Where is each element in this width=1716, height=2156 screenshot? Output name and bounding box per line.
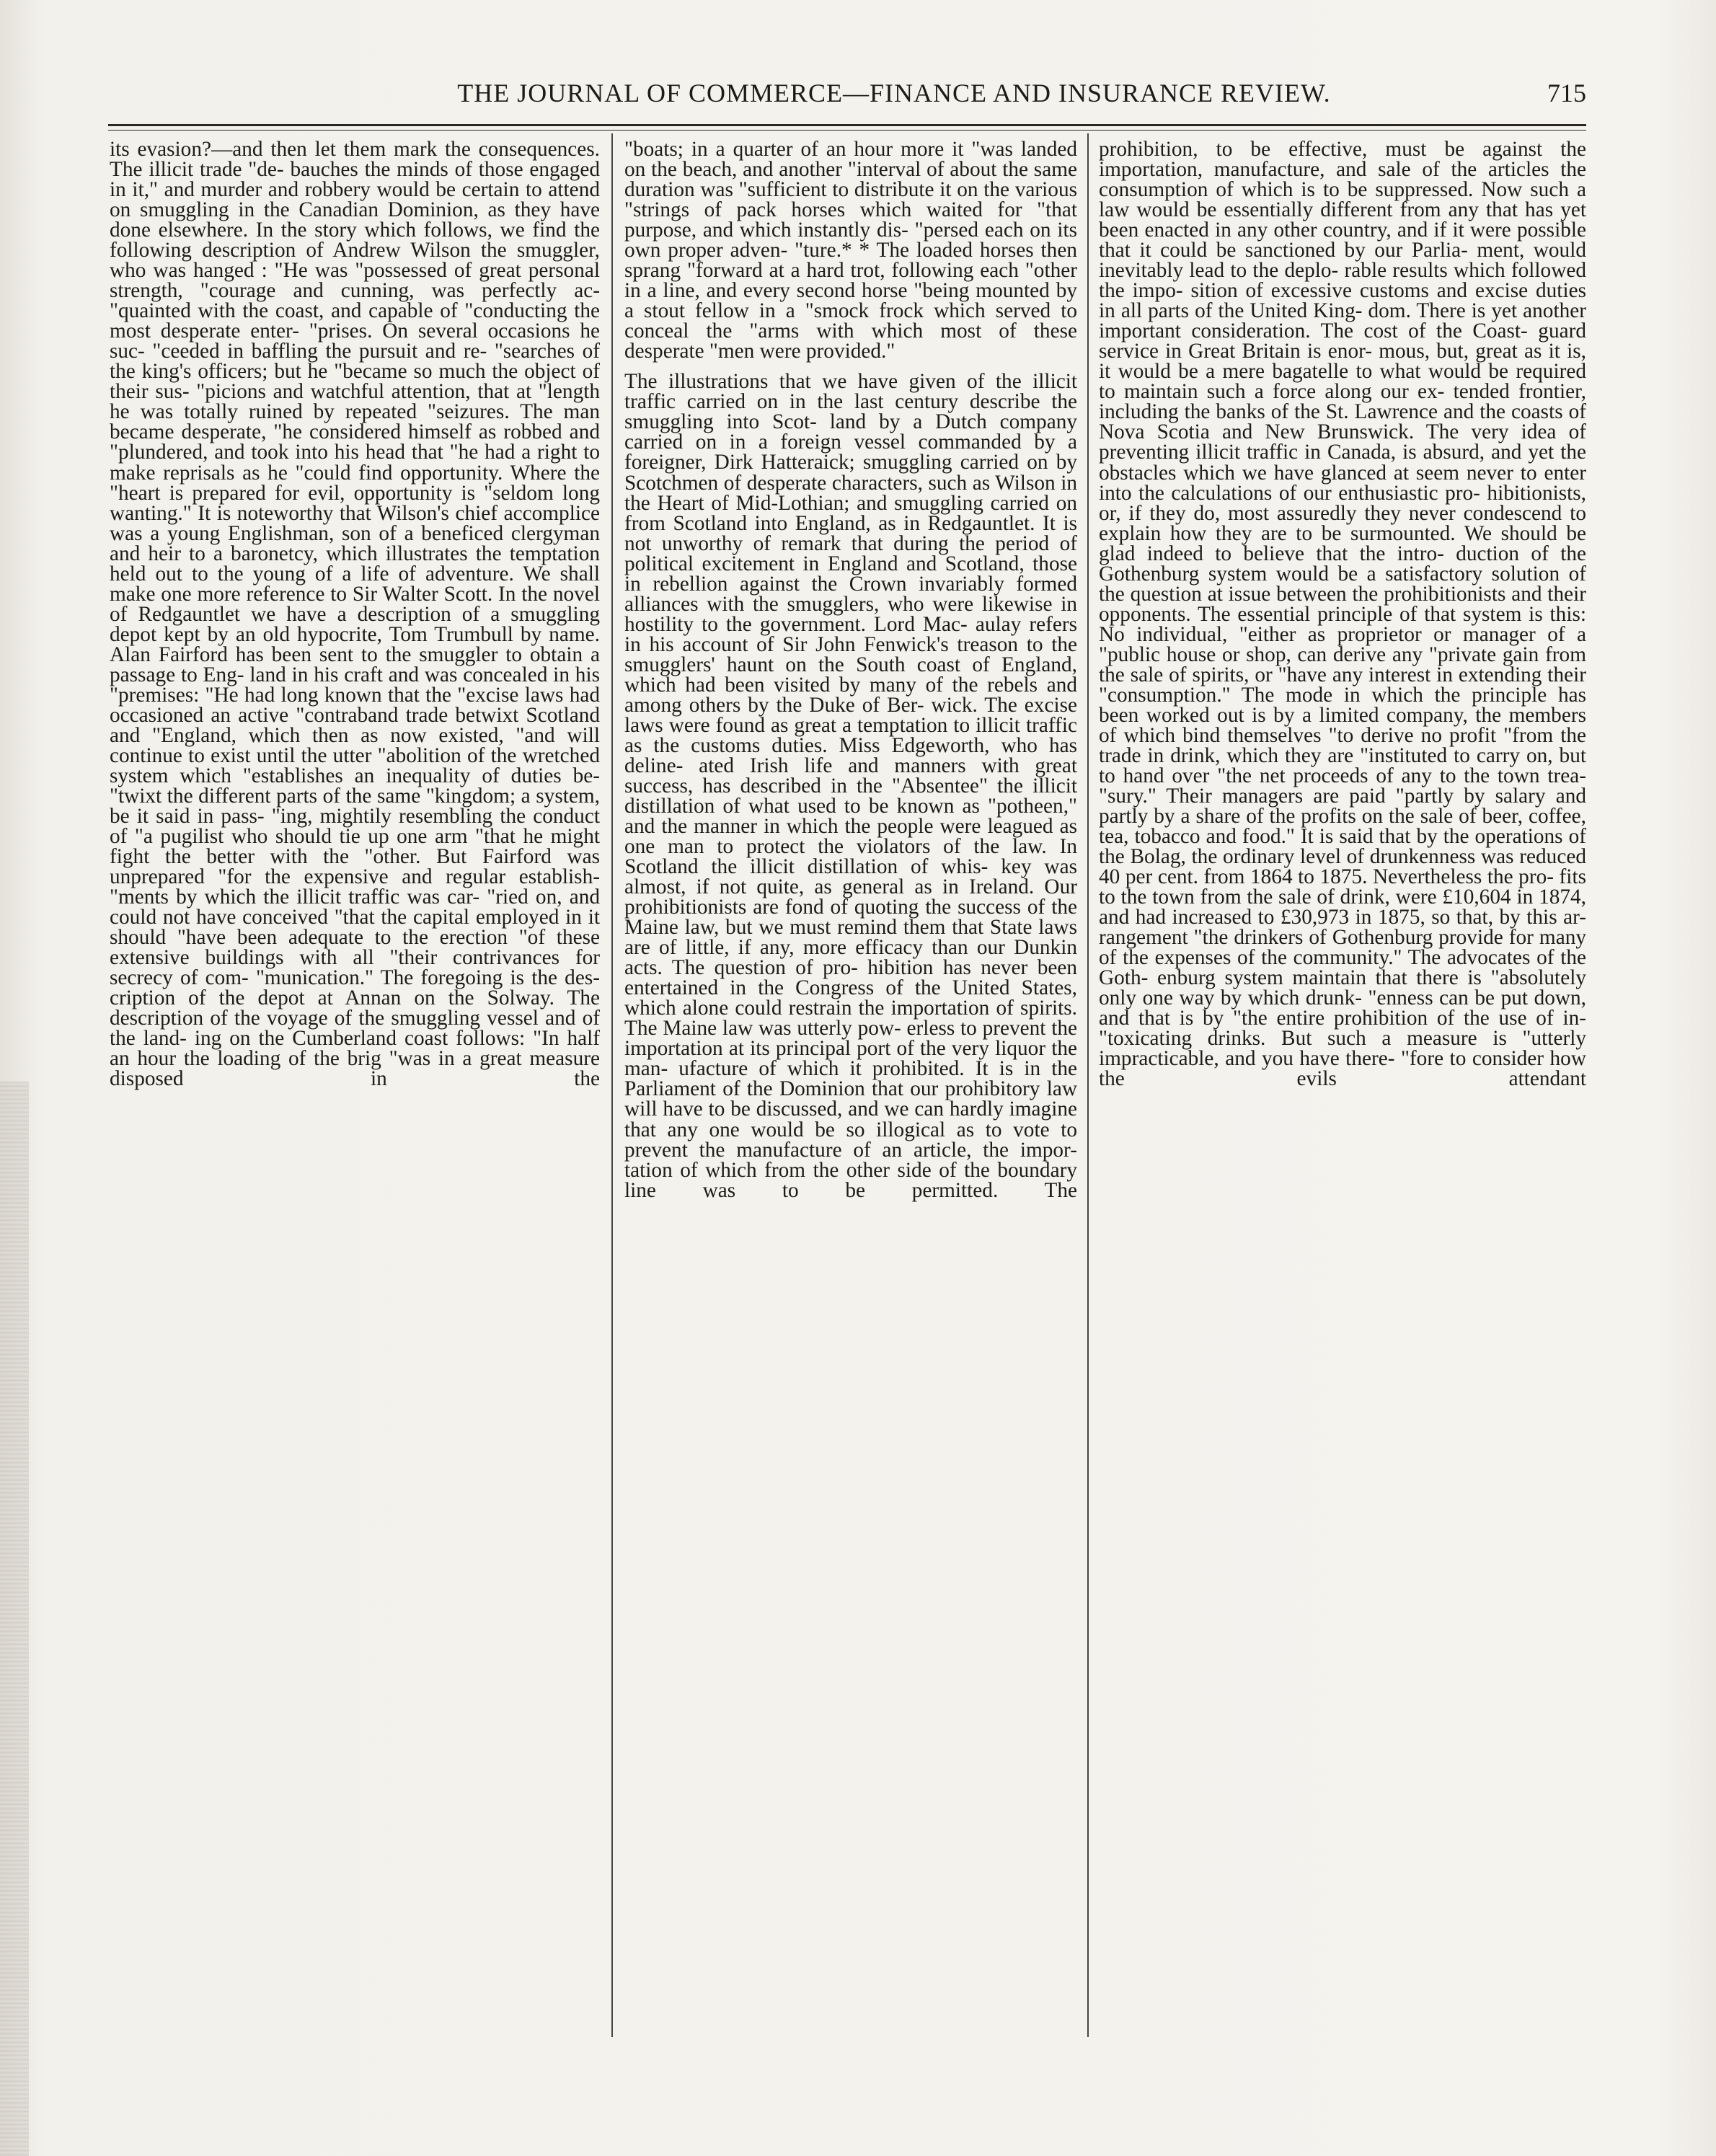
paragraph: prohibition, to be effective, must be against the importation, manufacture, and sale of the articles the consumption of which is to be suppressed. Now such a law would be essentially different from any that has yet been enacted in any other country, and if it were possible that it could be sanctioned by our Parlia- ment, would inevitably lead to the deplo- rable results which followed the impo- sition of excessive customs and excise duties in all parts of the United King- dom. There is yet another important consideration. The cost of the Coast- guard service in Great Britain is enor- mous, but, great as it is, it would be a mere bagatelle to what would be required to maintain such a force along our ex- tended frontier, including the banks of the St. Lawrence and the coasts of Nova Scotia and New Brunswick. The very idea of preventing illicit traffic in Canada, is absurd, and yet the obstacles which we have glanced at seem never to enter into the calculations of our enthusiastic pro- hibitionists, or, if they do, most assuredly they never condescend to explain how they are to be surmounted. We should be glad indeed to believe that the intro- duction of the Gothenburg system would be a satisfactory solution of the question at issue between the prohibitionists and their opponents. The essential principle of that system is this: No individual, "either as proprietor or manager of a "public house or shop, can derive any "private gain from the sale of spirits, or "have any interest in extending their "consumption." The mode in which the principle has been worked out is by a limited company, the members of which bind themselves "to derive no profit "from the trade in drink, which they are "instituted to carry on, but to hand over "the net proceeds of any to the town trea- "sury." Their managers are paid "partly by salary and partly by a share of the profits on the sale of beer, coffee, tea, tobacco and food." It is said that by the operations of the Bolag, the ordinary level of drunkenness was reduced 40 per cent. from 1864 to 1875. Nevertheless the pro- fits to the town from the sale of drink, were £10,604 in 1874, and had increased to £30,973 in 1875, so that, by this ar- rangement "the drinkers of Gothenburg provide for many of the expenses of the community." The advocates of the Goth- enburg system maintain that there is "absolutely only one way by which drunk- "enness can be put down, and that is by "the entire prohibition of the use of in- "toxicating drinks. But such a measure is "utterly impracticable, and you have there- "fore to consider how the evils attendant bbox=[1099, 138, 1586, 1091]
text-column-2 bbox=[624, 139, 1077, 1201]
page-edge-shadow bbox=[0, 1082, 29, 2156]
column-divider bbox=[611, 133, 613, 2037]
page-header-title: THE JOURNAL OF COMMERCE—FINANCE AND INSURANCE REVIEW. bbox=[457, 79, 1331, 107]
paragraph: "boats; in a quarter of an hour more it "was landed on the beach, and another "interval of about the same duration was "sufficient to distribute it on the various "strings of pack horses which waited for "that purpose, and which instantly dis- "persed each on its own proper adven- "ture.* * The loaded horses then sprang "forward at a hard trot, following each "other in a line, and every second horse "being mounted by a stout fellow in a "smock frock which served to conceal the "arms with which most of these desperate "men were provided." bbox=[624, 138, 1077, 363]
page-number: 715 bbox=[1547, 79, 1586, 107]
paragraph: The illustrations that we have given of the illicit traffic carried on in the last century describe the smuggling into Scot- land by a Dutch company carried on in a foreign vessel commanded by a foreigner, Dirk Hatteraick; smuggling carried on by Scotchmen of desperate characters, such as Wilson in the Heart of Mid-Lothian; and smuggling carried on from Scotland into England, as in Redgauntlet. It is not unworthy of remark that during the period of political excitement in England and Scotland, those in rebellion against the Crown invariably formed alliances with the smugglers, who were likewise in hostility to the government. Lord Mac- aulay refers in his account of Sir John Fenwick's treason to the smugglers' haunt on the South coast of England, which had been visited by many of the rebels and among others by the Duke of Ber- wick. The excise laws were found as great a temptation to illicit traffic as the customs duties. Miss Edgeworth, who has deline- ated Irish life and manners with great success, has described in the "Absentee" the illicit distillation of what used to be known as "potheen," and the manner in which the people were leagued as one man to protect the violators of the law. In Scotland the illicit distillation of whis- key was almost, if not quite, as general as in Ireland. Our prohibitionists are fond of quoting the success of the Maine law, but we must remind them that State laws are of little, if any, more efficacy than our Dunkin acts. The question of pro- hibition has never been entertained in the Congress of the United States, which alone could restrain the importation of spirits. The Maine law was utterly pow- erless to prevent the importation at its principal port of the very liquor the man- ufacture of which it prohibited. It is in the Parliament of the Dominion that our prohibitory law will have to be discussed, and we can hardly imagine that any one would be so illogical as to vote to prevent the manufacture of an article, the impor- tation of which from the other side of the boundary line was to be permitted. The bbox=[624, 370, 1077, 1202]
paragraph: its evasion?—and then let them mark the consequences. The illicit trade "de- bauches the minds of those engaged in it," and murder and robbery would be certain to attend on smuggling in the Canadian Dominion, as they have done elsewhere. In the story which follows, we find the following description of Andrew Wilson the smuggler, who was hanged : "He was "possessed of great personal strength, "courage and cunning, was perfectly ac- "quainted with the coast, and capable of "conducting the most desperate enter- "prises. On several occasions he suc- "ceeded in baffling the pursuit and re- "searches of the king's officers; but he "became so much the object of their sus- "picions and watchful attention, that at "length he was totally ruined by repeated "seizures. The man became desperate, "he considered himself as robbed and "plundered, and took into his head that "he had a right to make reprisals as he "could find opportunity. Where the "heart is prepared for evil, opportunity is "seldom long wanting." It is noteworthy that Wilson's chief accomplice was a young Englishman, son of a beneficed clergyman and heir to a baronetcy, which illustrates the temptation held out to the young of a life of adventure. We shall make one more reference to Sir Walter Scott. In the novel of Redgauntlet we have a description of a smuggling depot kept by an old hypocrite, Tom Trumbull by name. Alan Fairford has been sent to the smuggler to obtain a passage to Eng- land in his craft and was concealed in his "premises: "He had long known that the "excise laws had occasioned an active "contraband trade betwixt Scotland and "England, which then as now existed, "and will continue to exist until the utter "abolition of the wretched system which "establishes an inequality of duties be- "twixt the different parts of the same "kingdom; a system, be it said in pass- "ing, mightily resembling the conduct of "a pugilist who should tie up one arm "that he might fight the better with the "other. But Fairford was unprepared "for the expensive and regular establish- "ments by which the illicit traffic was car- "ried on, and could not have conceived "that the capital employed in it should "have been adequate to the erection "of these extensive buildings with all "their contrivances for secrecy of com- "munication." The foregoing is the des- cription of the depot at Annan on the Solway. The description of the voyage of the smuggling vessel and of the land- ing on the Cumberland coast follows: "In half an hour the loading of the brig "was in a great measure disposed in the bbox=[110, 138, 600, 1091]
column-divider bbox=[1087, 133, 1089, 2037]
text-column-1 bbox=[110, 139, 600, 1089]
header-rule bbox=[108, 124, 1586, 126]
header-rule-thin bbox=[108, 130, 1586, 131]
text-column-3 bbox=[1099, 139, 1586, 1089]
